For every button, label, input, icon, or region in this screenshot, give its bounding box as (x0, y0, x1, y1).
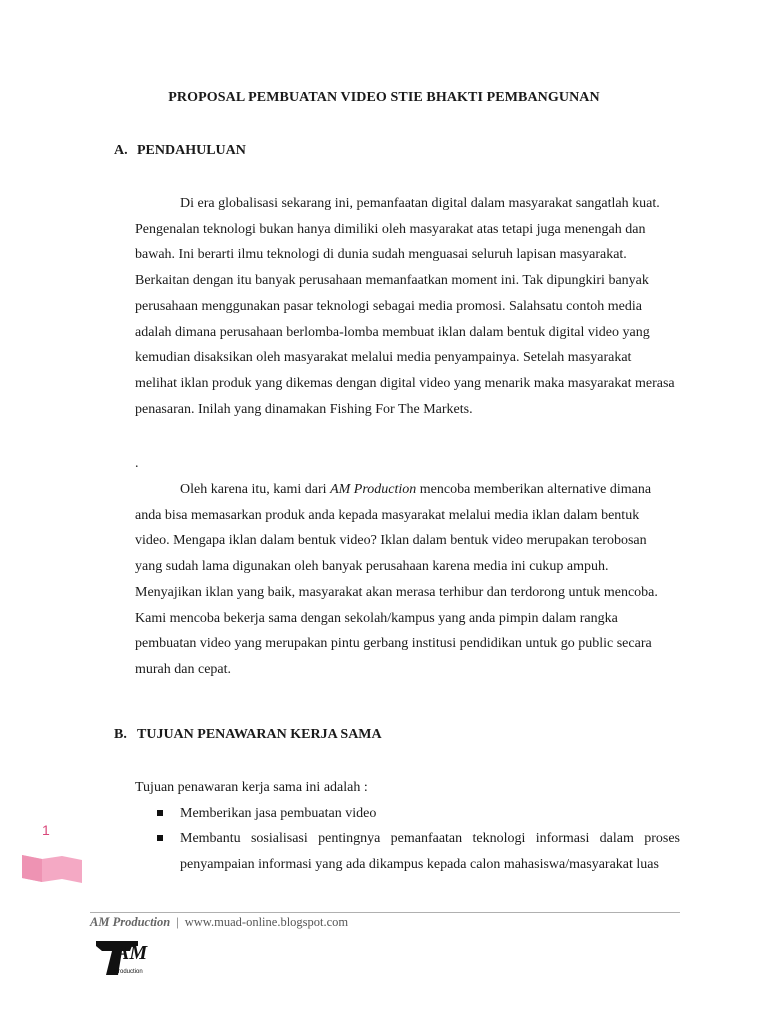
logo-subtext: Production (114, 969, 143, 975)
pistol-logo-icon (94, 935, 156, 975)
stray-dot: . (135, 456, 139, 471)
section-b-title: TUJUAN PENAWARAN KERJA SAMA (137, 727, 382, 742)
objective-list (135, 801, 680, 878)
document-title: PROPOSAL PEMBUATAN VIDEO STIE BHAKTI PEMBANGUNAN (168, 90, 600, 105)
footer-brand: AM Production (90, 915, 171, 929)
section-a-paragraph-1 (135, 191, 675, 422)
list-item-text: Memberikan jasa pembuatan video (180, 805, 377, 821)
page-footer (90, 915, 348, 930)
section-b-lead: Tujuan penawaran kerja sama ini adalah : (135, 780, 368, 795)
section-a-title: PENDAHULUAN (137, 143, 246, 158)
paragraph-text: Di era globalisasi sekarang ini, pemanfaatan digital dalam masyarakat sangatlah kuat. Pengenalan teknologi bukan hanya dimiliki oleh masyarakat atas tetapi juga menengah dan bawah. Ini berarti ilmu teknologi di dunia sudah menguasai seluruh lapisan masyarakat. Berkaitan dengan itu banyak perusahaan memanfaatkan moment ini. Tak dipungkiri banyak perusahaan menggunakan pasar teknologi sebagai media promosi. Salahsatu contoh media adalah dimana perusahaan berlomba-lomba membuat iklan dalam bentuk digital video yang kemudian disaksikan oleh masyarakat melalui media penyampainya. Setelah masyarakat melihat iklan produk yang dikemas dengan digital video yang menarik maka masyarakat merasa penasaran. Inilah yang dinamakan Fishing For The Markets. (135, 196, 675, 417)
section-b-marker: B. (114, 727, 127, 742)
footer-separator: | (176, 915, 179, 929)
list-item (135, 826, 680, 877)
section-b-heading (114, 727, 382, 743)
list-item-text: Membantu sosialisasi pentingnya pemanfaatan teknologi informasi dalam proses penyampaian informasi yang ada dikampus kepada calon mahasiswa/masyarakat luas (180, 831, 680, 872)
pink-ribbon-decoration (22, 853, 84, 885)
section-b-body (135, 775, 680, 877)
paragraph-text-start: Oleh karena itu, kami dari (180, 482, 331, 497)
footer-url[interactable]: www.muad-online.blogspot.com (184, 915, 349, 929)
logo-text: AM (116, 942, 148, 964)
section-a-paragraph-2 (135, 477, 675, 683)
footer-divider (90, 912, 680, 913)
section-a-marker: A. (114, 143, 128, 158)
page-number: 1 (42, 822, 50, 838)
bullet-square-icon (157, 810, 163, 816)
company-name: AM Production (330, 482, 417, 497)
paragraph-text-rest: mencoba memberikan alternative dimana anda bisa memasarkan produk anda kepada masyarakat melalui media iklan dalam bentuk video. Mengapa iklan dalam bentuk video? Iklan dalam bentuk video merupakan terobosan yang sudah lama digunakan oleh banyak perusahaan karena media ini cukup ampuh. Menyajikan iklan yang baik, masyarakat akan merasa terhibur dan terdorong untuk mencoba. Kami mencoba bekerja sama dengan sekolah/kampus yang anda pimpin dalam rangka pembuatan video yang merupakan pintu gerbang institusi pendidikan untuk go public secara murah dan cepat. (135, 482, 658, 677)
bullet-square-icon (157, 835, 163, 841)
section-a-heading (114, 143, 246, 159)
list-item (135, 801, 680, 827)
